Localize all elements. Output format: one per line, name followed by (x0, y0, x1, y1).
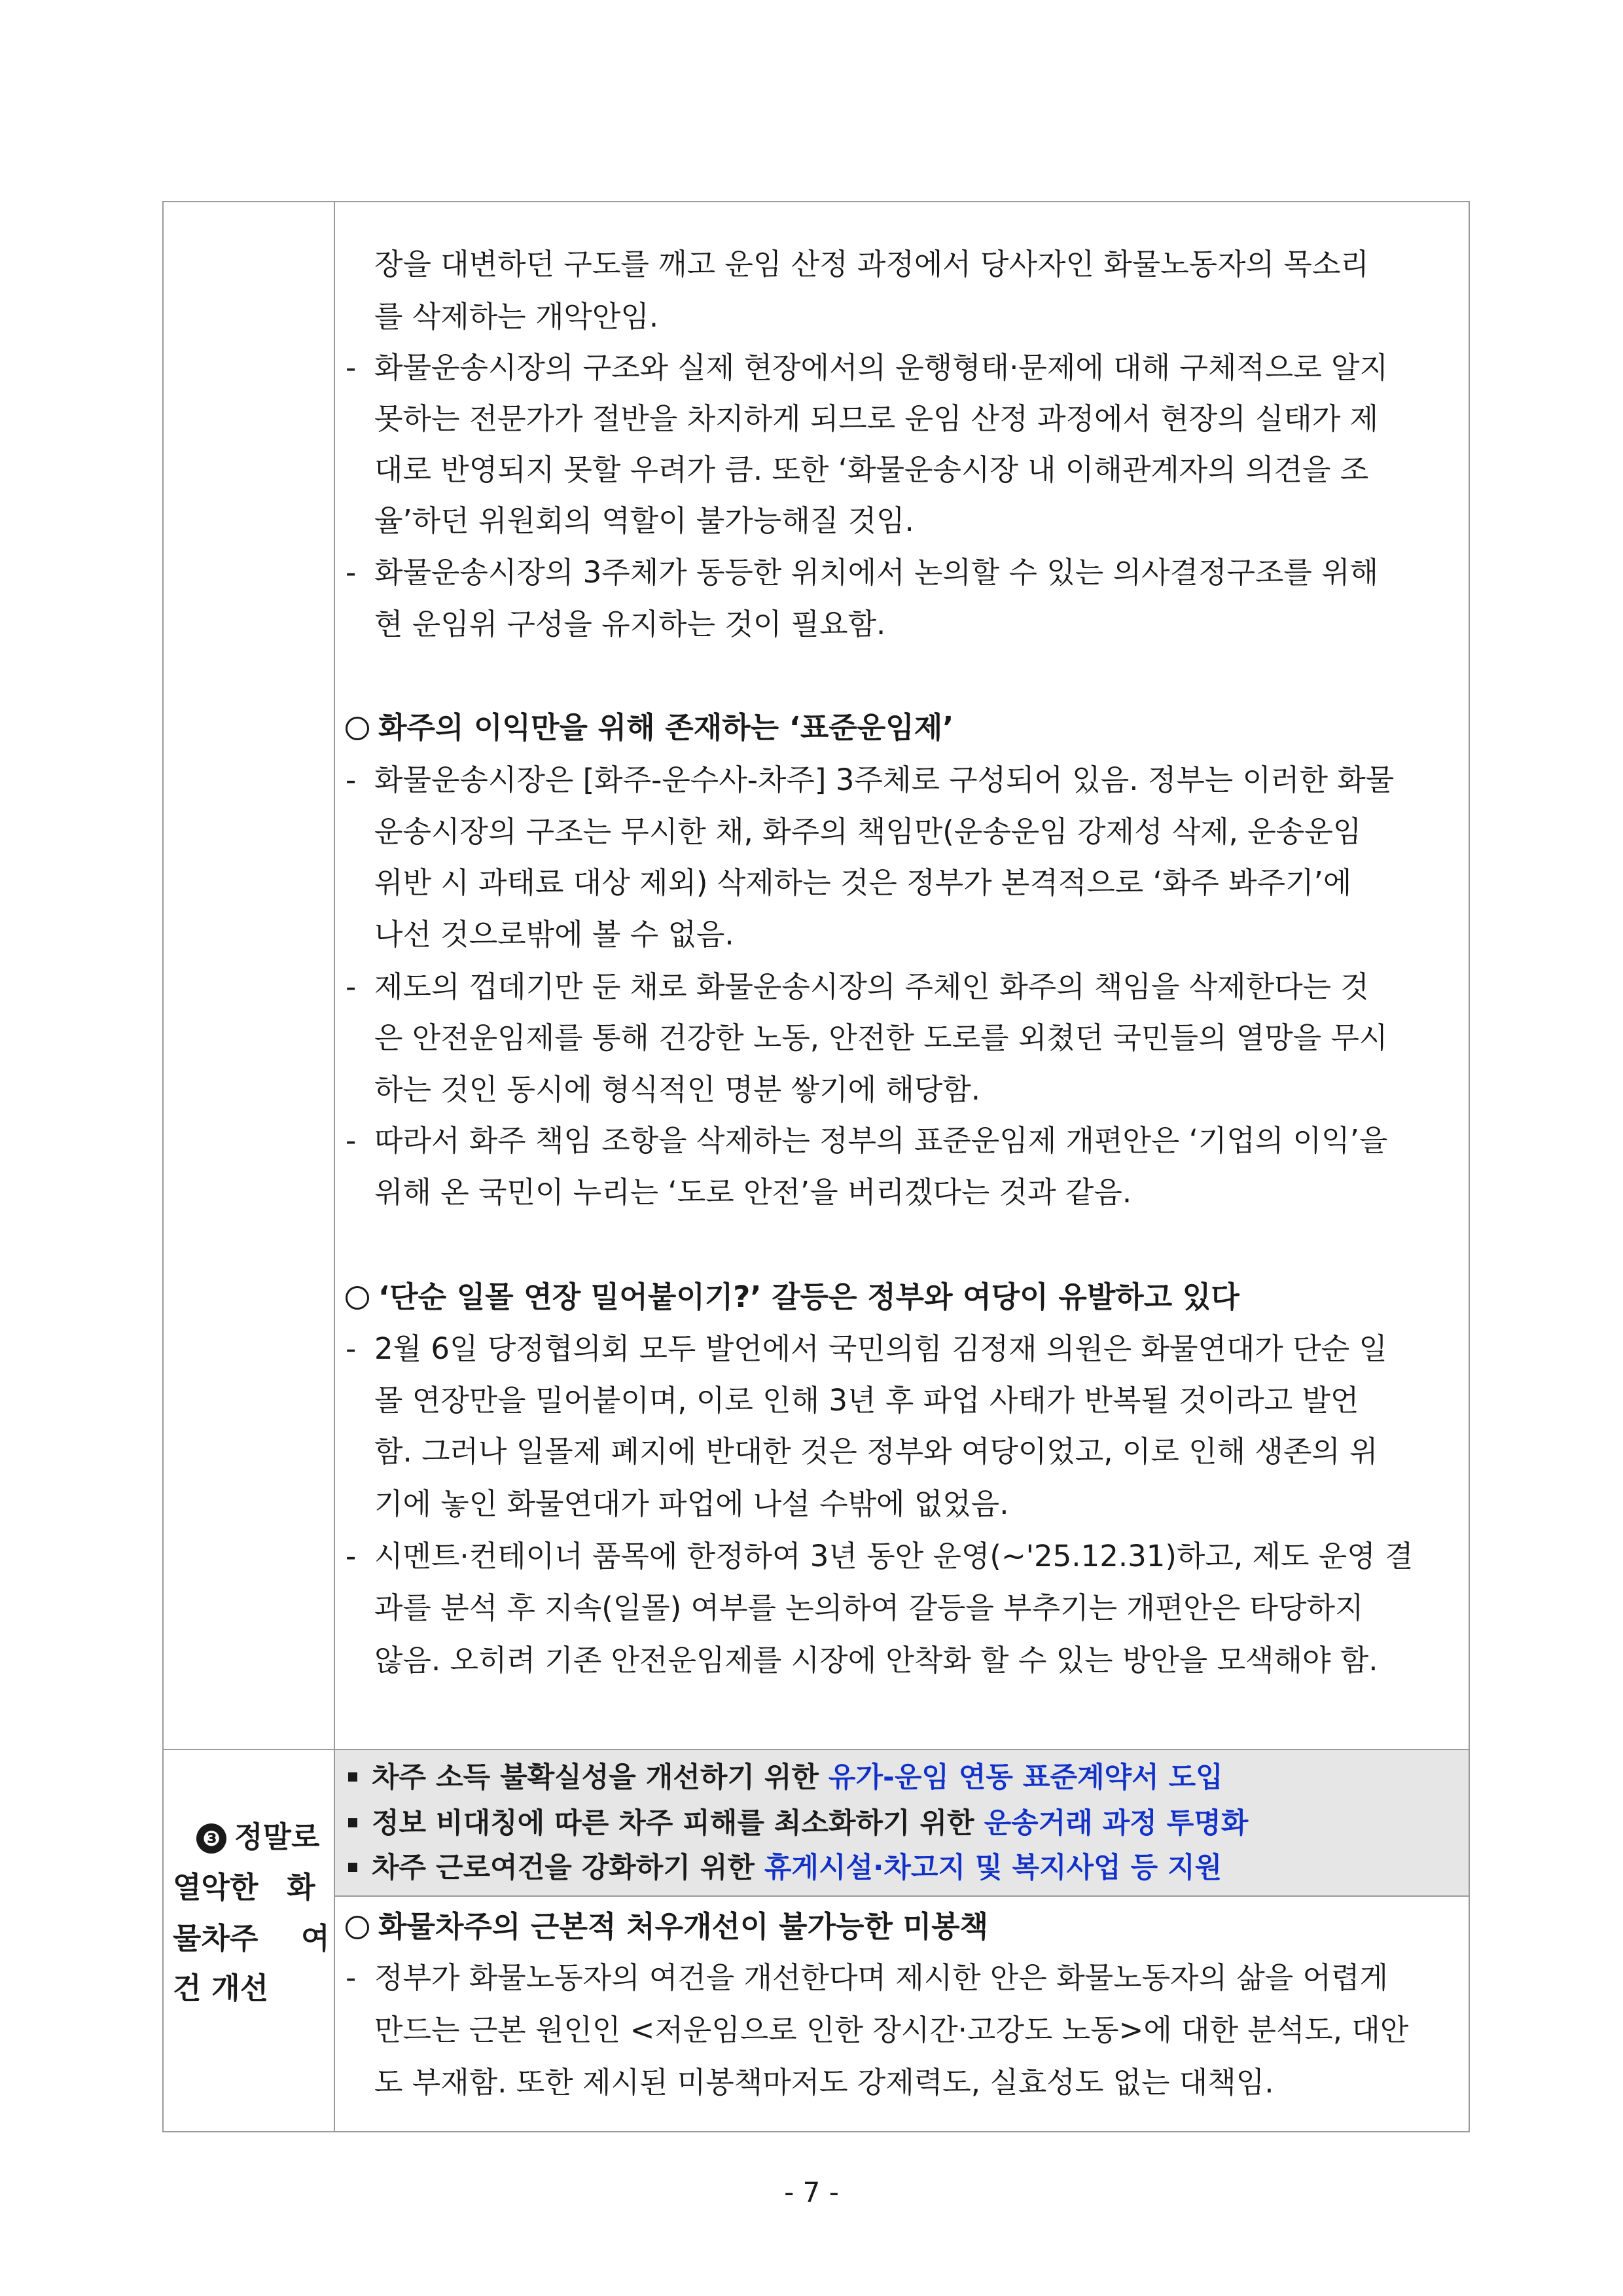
bullet-line: - 따라서 화주 책임 조항을 삭제하는 정부의 표준운임제 개편안은 ‘기업의 이익’을 (346, 1123, 1388, 1158)
label-line: 열악한 화 (173, 1870, 315, 1905)
summary-item: 차주 근로여건을 강화하기 위한 휴게시설·차고지 및 복지사업 등 지원 (346, 1854, 1222, 1882)
bullet-line: - 화물운송시장의 3주체가 동등한 위치에서 논의할 수 있는 의사결정구조를 위해 (346, 555, 1379, 590)
circle-bullet-icon (346, 717, 369, 740)
text-line: 은 안전운임제를 통해 건강한 노동, 안전한 도로를 외쳤던 국민들의 열망을 무시 (374, 1020, 1388, 1055)
text-line: 과를 분석 후 지속(일몰) 여부를 논의하여 갈등을 부추기는 개편안은 타당하지 (374, 1590, 1364, 1625)
text-line: 율’하던 위원회의 역할이 불가능해질 것임. (374, 503, 914, 538)
text-line: 대로 반영되지 못할 우려가 큼. 또한 ‘화물운송시장 내 이해관계자의 의견을 조 (374, 452, 1369, 487)
summary-divider (335, 1895, 1469, 1897)
text-line: 현 운임위 구성을 유지하는 것이 필요함. (374, 607, 886, 641)
label-line: ❸ 정말로 (196, 1822, 319, 1854)
label-line: 물차주 여 (173, 1921, 330, 1956)
summary-item: 정보 비대칭에 따른 차주 피해를 최소화하기 위한 운송거래 과정 투명화 (346, 1810, 1248, 1838)
text-line: 기에 놓인 화물연대가 파업에 나설 수밖에 없었음. (374, 1486, 1009, 1521)
section-heading: 화물차주의 근본적 처우개선이 불가능한 미봉책 (346, 1912, 988, 1941)
bullet-line: - 시멘트·컨테이너 품목에 한정하여 3년 동안 운영(~'25.12.31)하고, 제도 운영 결 (346, 1539, 1414, 1573)
section-heading: 화주의 이익만을 위해 존재하는 ‘표준운임제’ (346, 713, 954, 742)
row-divider (164, 1749, 1469, 1750)
text-line: 장을 대변하던 구도를 깨고 운임 산정 과정에서 당사자인 화물노동자의 목소리 (374, 247, 1369, 281)
text-line: 도 부재함. 또한 제시된 미봉책마저도 강제력도, 실효성도 없는 대책임. (374, 2065, 1274, 2100)
summary-item: 차주 소득 불확실성을 개선하기 위한 유가-운임 연동 표준계약서 도입 (346, 1764, 1223, 1792)
section-heading: ‘단순 일몰 연장 밀어붙이기?’ 갈등은 정부와 여당이 유발하고 있다 (346, 1282, 1240, 1312)
bullet-line: - 화물운송시장의 구조와 실제 현장에서의 운행형태·문제에 대해 구체적으로 알지 (346, 350, 1388, 385)
text-line: 만드는 근본 원인인 <저운임으로 인한 장시간·고강도 노동>에 대한 분석도, 대안 (374, 2013, 1409, 2047)
bullet-line: - 제도의 껍데기만 둔 채로 화물운송시장의 주체인 화주의 책임을 삭제한다는 것 (346, 969, 1369, 1004)
text-line: 위반 시 과태료 대상 제외) 삭제하는 것은 정부가 본격적으로 ‘화주 봐주기’에 (374, 865, 1352, 900)
label-line: 건 개선 (173, 1971, 269, 2005)
text-line: 않음. 오히려 기존 안전운임제를 시장에 안착화 할 수 있는 방안을 모색해야 함. (374, 1643, 1378, 1677)
square-bullet-icon (348, 1772, 357, 1782)
text-line: 위해 온 국민이 누리는 ‘도로 안전’을 버리겠다는 것과 같음. (374, 1175, 1132, 1210)
bullet-line: - 화물운송시장은 [화주-운수사-차주] 3주체로 구성되어 있음. 정부는 이러한 화물 (346, 762, 1395, 797)
text-line: 함. 그러나 일몰제 폐지에 반대한 것은 정부와 여당이었고, 이로 인해 생존의 위 (374, 1434, 1378, 1469)
text-line: 운송시장의 구조는 무시한 채, 화주의 책임만(운송운임 강제성 삭제, 운송운임 (374, 814, 1362, 849)
text-line: 몰 연장만을 밀어붙이며, 이로 인해 3년 후 파업 사태가 반복될 것이라고 발언 (374, 1383, 1359, 1418)
circle-bullet-icon (346, 1286, 369, 1310)
text-line: 나선 것으로밖에 볼 수 없음. (374, 917, 734, 952)
bullet-line: - 2월 6일 당정협의회 모두 발언에서 국민의힘 김정재 의원은 화물연대가 단순 일 (346, 1331, 1387, 1366)
content-table (162, 201, 1470, 2132)
bullet-line: - 정부가 화물노동자의 여건을 개선한다며 제시한 안은 화물노동자의 삶을 어렵게 (346, 1960, 1388, 1995)
circle-bullet-icon (346, 1916, 369, 1939)
square-bullet-icon (348, 1863, 357, 1872)
text-line: 못하는 전문가가 절반을 차지하게 되므로 운임 산정 과정에서 현장의 실태가 제 (374, 401, 1379, 436)
text-line: 를 삭제하는 개악안임. (374, 299, 659, 334)
page-number: - 7 - (784, 2176, 839, 2208)
square-bullet-icon (348, 1818, 357, 1827)
text-line: 하는 것인 동시에 형식적인 명분 쌓기에 해당함. (374, 1072, 981, 1107)
number-3-icon: ❸ (196, 1823, 226, 1854)
